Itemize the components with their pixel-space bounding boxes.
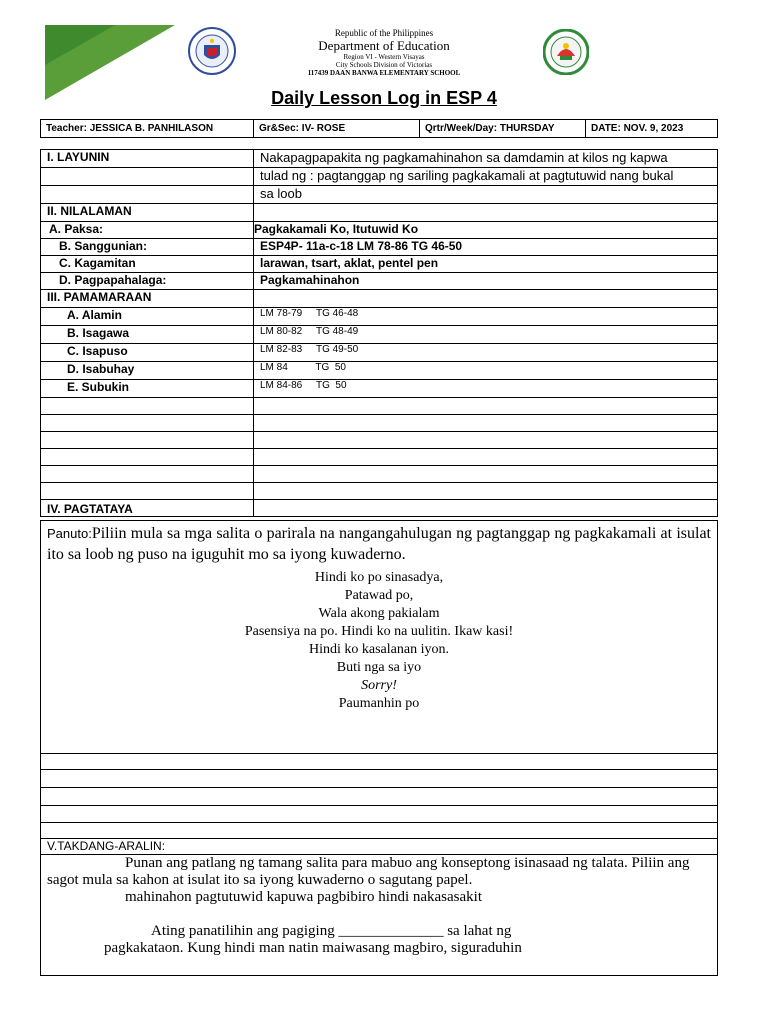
choice-item: Paumanhin po	[338, 696, 420, 711]
sanggunian-value: ESP4P- 11a-c-18 LM 78-86 TG 46-50	[254, 239, 718, 256]
empty-cell	[254, 204, 718, 222]
region-text: Region VI - Western Visayas	[343, 53, 425, 61]
panuto-paragraph	[41, 521, 717, 565]
blank-row	[40, 788, 718, 806]
panuto-label: Panuto:	[47, 526, 92, 541]
empty-cell	[254, 415, 718, 432]
step-label: A. Alamin	[41, 308, 254, 326]
empty-cell	[254, 398, 718, 415]
takdang-aralin-box	[40, 855, 718, 976]
pagpapahalaga-label: D. Pagpapahalaga:	[41, 273, 254, 290]
pagtataya-box	[40, 520, 718, 754]
empty-cell	[254, 449, 718, 466]
nilalaman-label: II. NILALAMAN	[41, 204, 254, 222]
empty-cell	[254, 500, 718, 517]
layunin-line-1: Nakapagpapakita ng pagkamahinahon sa damdamin at kilos ng kapwa	[254, 150, 718, 168]
blank-row	[40, 752, 718, 770]
sanggunian-label: B. Sanggunian:	[41, 239, 254, 256]
department-text: Department of Education	[318, 38, 450, 53]
layunin-line-3: sa loob	[254, 186, 718, 204]
kagamitan-value: larawan, tsart, aklat, pentel pen	[254, 256, 718, 273]
blank-row	[40, 770, 718, 788]
takdang-instruction: Punan ang patlang ng tamang salita para mabuo ang konseptong isinasaad ng talata. Piliin ang sagot mula sa kahon at isulat ito sa iyong kuwaderno o sagutang papel.	[47, 855, 690, 888]
division-text: City Schools Division of Victorias	[335, 61, 433, 69]
empty-cell	[41, 449, 254, 466]
republic-text: Republic of the Philippines	[334, 28, 434, 38]
step-value: LM 78-79 TG 46-48	[254, 308, 718, 326]
choice-item: Buti nga sa iyo	[336, 660, 422, 675]
takdang-choices: mahinahon pagtutuwid kapuwa pagbibiro hindi nakasasakit	[125, 889, 483, 905]
paksa-label: A. Paksa:	[41, 222, 254, 239]
page-title: Daily Lesson Log in ESP 4	[271, 88, 497, 108]
teacher-cell: Teacher: JESSICA B. PANHILASON	[41, 120, 254, 138]
choice-item: Wala akong pakialam	[318, 606, 440, 621]
choice-item: Hindi ko kasalanan iyon.	[309, 642, 449, 657]
choice-item: Hindi ko po sinasadya,	[314, 570, 444, 585]
layunin-line-2: tulad ng : pagtanggap ng sariling pagkakamali at pagtutuwid nang bukal	[254, 168, 718, 186]
step-label: D. Isabuhay	[41, 362, 254, 380]
empty-cell	[41, 186, 254, 204]
pagpapahalaga-value: Pagkamahinahon	[254, 273, 718, 290]
step-value: LM 84 TG 50	[254, 362, 718, 380]
step-value: LM 80-82 TG 48-49	[254, 326, 718, 344]
pamamaraan-label: III. PAMAMARAAN	[41, 290, 254, 308]
empty-cell	[41, 483, 254, 500]
empty-cell	[41, 168, 254, 186]
step-label: E. Subukin	[41, 380, 254, 398]
step-label: C. Isapuso	[41, 344, 254, 362]
grade-section-cell: Gr&Sec: IV- ROSE	[254, 120, 420, 138]
choice-item: Pasensiya na po. Hindi ko na uulitin. Ikaw kasi!	[244, 624, 514, 639]
info-table	[40, 119, 718, 138]
lesson-grid	[40, 149, 718, 517]
school-name: 117439 DAAN BANWA ELEMENTARY SCHOOL	[307, 69, 461, 77]
quarter-week-day-cell: Qrtr/Week/Day: THURSDAY	[420, 120, 586, 138]
date-cell: DATE: NOV. 9, 2023	[586, 120, 718, 138]
layunin-label: I. LAYUNIN	[41, 150, 254, 168]
takdang-aralin-label: V.TAKDANG-ARALIN:	[40, 839, 718, 855]
takdang-paragraph-line-1: Ating panatilihin ang pagiging ______________ sa lahat ng	[151, 923, 512, 939]
empty-cell	[254, 290, 718, 308]
step-value: LM 84-86 TG 50	[254, 380, 718, 398]
empty-cell	[41, 432, 254, 449]
empty-cell	[254, 483, 718, 500]
empty-cell	[41, 415, 254, 432]
kagamitan-label: C. Kagamitan	[41, 256, 254, 273]
step-label: B. Isagawa	[41, 326, 254, 344]
choices-list	[41, 569, 717, 713]
empty-cell	[254, 466, 718, 483]
empty-cell	[41, 398, 254, 415]
pagtataya-label: IV. PAGTATAYA	[41, 500, 254, 517]
empty-cell	[254, 432, 718, 449]
paksa-value: Pagkakamali Ko, Itutuwid Ko	[254, 222, 718, 239]
empty-cell	[41, 466, 254, 483]
step-value: LM 82-83 TG 49-50	[254, 344, 718, 362]
choice-item: Sorry!	[361, 678, 397, 693]
choice-item: Patawad po,	[344, 588, 414, 603]
takdang-paragraph-line-2: pagkakataon. Kung hindi man natin maiwasang magbiro, siguraduhin	[104, 940, 522, 956]
panuto-text: Piliin mula sa mga salita o parirala na nangangahulugan ng pagtanggap ng pagkakamali at isulat ito sa loob ng puso na iguguhit mo sa iyong kuwaderno.	[47, 525, 711, 563]
blank-row	[40, 823, 718, 839]
blank-row	[40, 806, 718, 823]
